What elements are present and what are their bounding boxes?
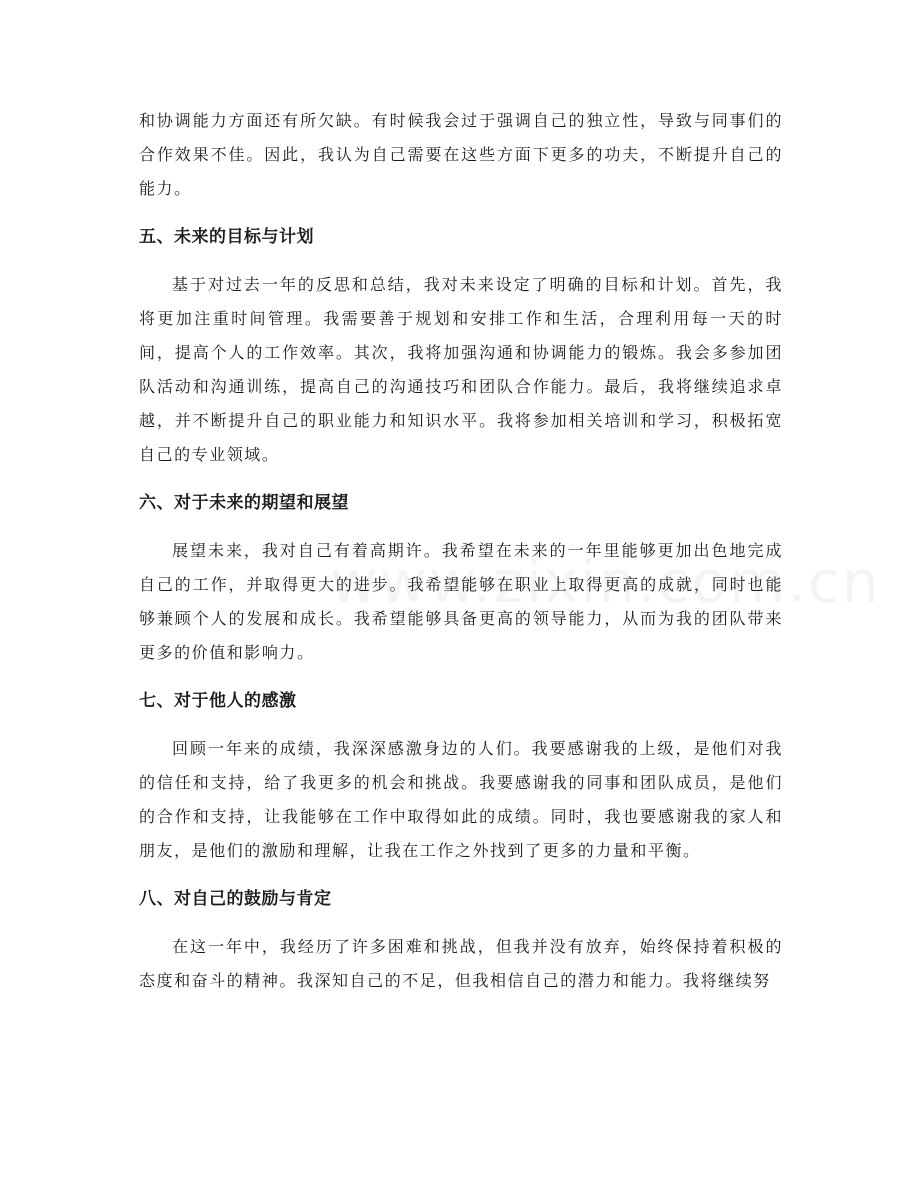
section-heading-7: 七、对于他人的感激 [139,691,297,711]
document-body [139,104,783,998]
paragraph-self-encouragement: 在这一年中，我经历了许多困难和挑战，但我并没有放弃，始终保持着积极的态度和奋斗的精神。我深知自己的不足，但我相信自己的潜力和能力。我将继续努 [139,937,783,990]
paragraph-continuation: 和协调能力方面还有所欠缺。有时候我会过于强调自己的独立性，导致与同事们的合作效果不佳。因此，我认为自己需要在这些方面下更多的功夫，不断提升自己的能力。 [139,111,783,198]
paragraph-future-goals: 基于对过去一年的反思和总结，我对未来设定了明确的目标和计划。首先，我将更加注重时间管理。我需要善于规划和安排工作和生活，合理利用每一天的时间，提高个人的工作效率。其次，我将加强沟通和协调能力的锻炼。我会多参加团队活动和沟通训练，提高自己的沟通技巧和团队合作能力。最后，我将继续追求卓越，并不断提升自己的职业能力和知识水平。我将参加相关培训和学习，积极拓宽自己的专业领域。 [139,275,783,464]
section-heading-5: 五、未来的目标与计划 [139,227,314,247]
section-heading-6: 六、对于未来的期望和展望 [139,493,349,513]
paragraph-expectations: 展望未来，我对自己有着高期许。我希望在未来的一年里能够更加出色地完成自己的工作，并取得更大的进步。我希望能够在职业上取得更高的成就，同时也能够兼顾个人的发展和成长。我希望能够具备更高的领导能力，从而为我的团队带来更多的价值和影响力。 [139,541,783,662]
paragraph-gratitude: 回顾一年来的成绩，我深深感激身边的人们。我要感谢我的上级，是他们对我的信任和支持，给了我更多的机会和挑战。我要感谢我的同事和团队成员，是他们的合作和支持，让我能够在工作中取得如此的成绩。同时，我也要感谢我的家人和朋友，是他们的激励和理解，让我在工作之外找到了更多的力量和平衡。 [139,739,783,860]
section-heading-8: 八、对自己的鼓励与肯定 [139,889,332,909]
